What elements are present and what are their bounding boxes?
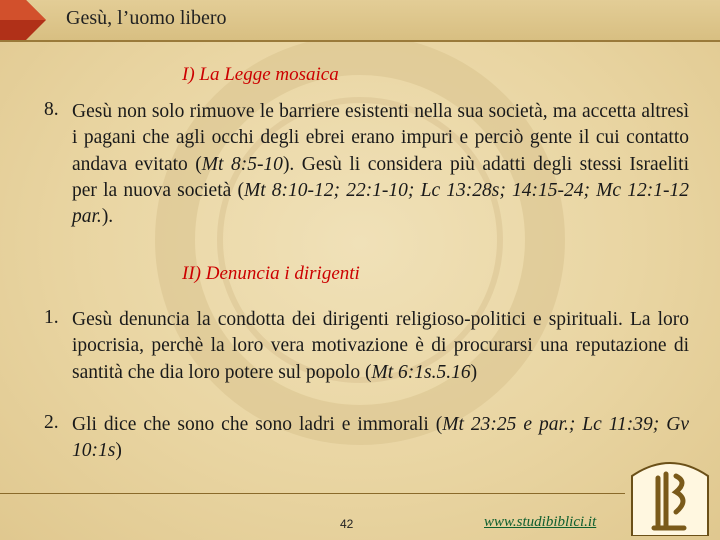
text-span: ). Gesù li considera più adatti degli stessi Israeliti per la nuova società ( xyxy=(72,153,689,201)
studi-biblici-logo xyxy=(628,458,712,536)
watermark-seal xyxy=(150,30,570,450)
text-span: ) xyxy=(470,361,478,383)
text-span: Gli dice che sono che sono ladri e immorali ( xyxy=(72,414,443,435)
bible-reference: Mt 8:10-12; 22:1-10; Lc 13:28s; 14:15-24; Mc 12:1-12 par. xyxy=(72,179,689,228)
paragraph-pagani xyxy=(72,99,689,230)
section-heading-denuncia: II) Denuncia i dirigenti xyxy=(182,263,360,284)
text-span: Gesù non solo rimuove le barriere esistenti nella sua società, ma accetta altresì i pagani che agli occhi degli ebrei erano impuri e perciò gente il cui contatto andava evitato ( xyxy=(72,101,689,175)
bible-reference: Mt 23:25 e par.; Lc 11:39; Gv 10:1s xyxy=(72,414,689,462)
text-span: ) xyxy=(115,440,122,462)
item-number: 2. xyxy=(44,412,59,433)
paragraph-ipocrisia xyxy=(72,307,689,386)
paragraph-ladri xyxy=(72,412,689,465)
slide-title: Gesù, l’uomo libero xyxy=(66,7,227,29)
text-span: Gesù denuncia la condotta dei dirigenti religioso-politici e spirituali. La loro ipocrisia, perchè la loro vera motivazione è di procurarsi una reputazione di santità che dia loro potere sul popolo ( xyxy=(72,309,689,383)
bible-reference: Mt 8:5-10 xyxy=(201,153,283,175)
page-number: 42 xyxy=(340,517,354,531)
footer-divider xyxy=(0,493,625,494)
title-bar xyxy=(0,0,720,42)
website-link[interactable]: www.studibiblici.it xyxy=(484,514,597,530)
item-number: 1. xyxy=(44,307,59,328)
bible-reference: Mt 6:1s.5.16 xyxy=(371,361,471,383)
item-number: 8. xyxy=(44,99,59,120)
text-span: ). xyxy=(101,206,114,228)
section-heading-legge-mosaica: I) La Legge mosaica xyxy=(182,64,339,85)
red-arrow-icon xyxy=(0,0,50,40)
